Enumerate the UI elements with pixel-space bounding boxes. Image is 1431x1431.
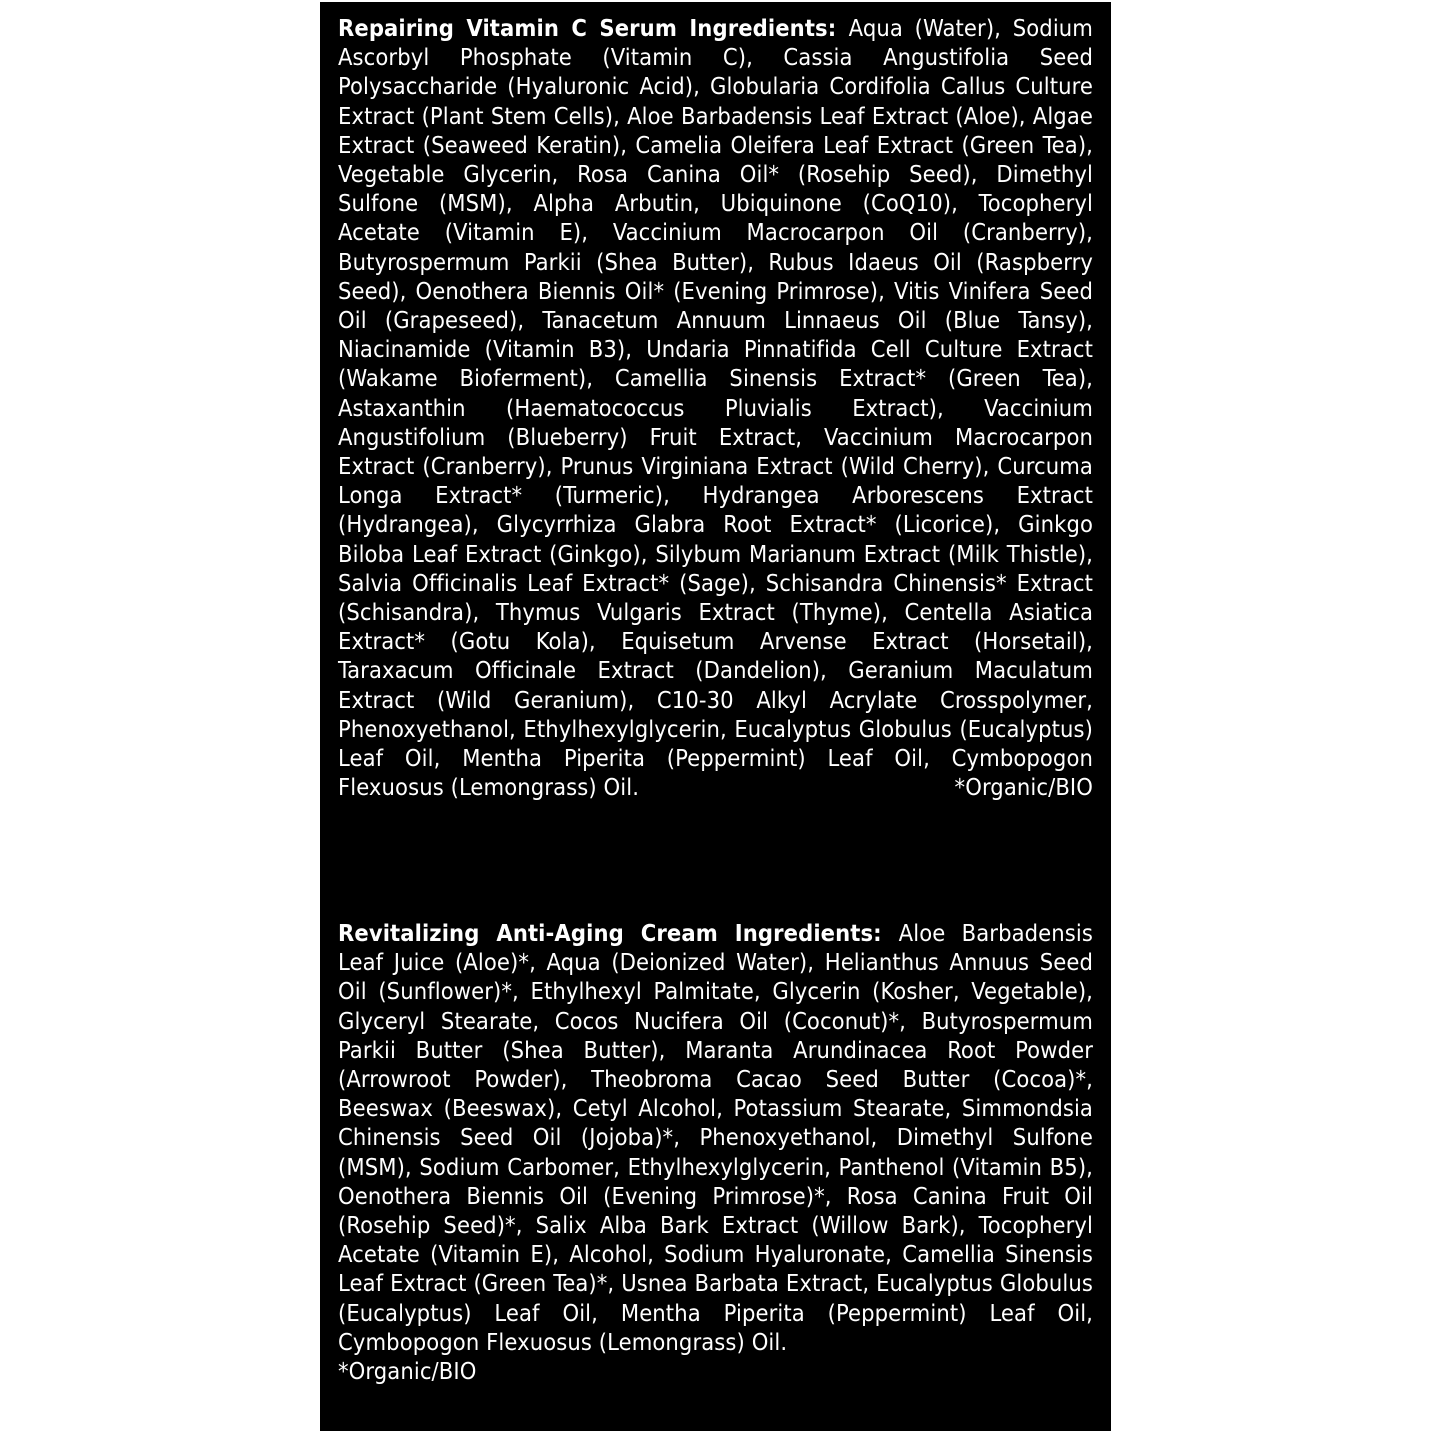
cream-ingredients-heading: Revitalizing Anti-Aging Cream Ingredients: xyxy=(338,919,899,947)
serum-organic-note: *Organic/BIO xyxy=(954,773,1093,802)
serum-ingredients-list: Aqua (Water), Sodium Ascorbyl Phosphate (Vitamin C), Cassia Angustifolia Seed Polysaccharide (Hyaluronic Acid), Globularia Cordifolia Callus Culture Extract (Plant Stem Cells), Aloe Barbadensis Leaf Extract (Aloe), Algae Extract (Seaweed Keratin), Camelia Oleifera Leaf Extract (Green Tea), Vegetable Glycerin, Rosa Canina Oil* (Rosehip Seed), Dimethyl Sulfone (MSM), Alpha Arbutin, Ubiquinone (CoQ10), Tocopheryl Acetate (Vitamin E), Vaccinium Macrocarpon Oil (Cranberry), Butyrospermum Parkii (Shea Butter), Rubus Idaeus Oil (Raspberry Seed), Oenothera Biennis Oil* (Evening Primrose), Vitis Vinifera Seed Oil (Grapeseed), Tanacetum Annuum Linnaeus Oil (Blue Tansy), Niacinamide (Vitamin B3), Undaria Pinnatifida Cell Culture Extract (Wakame Bioferment), Camellia Sinensis Extract* (Green Tea), Astaxanthin (Haematococcus Pluvialis Extract), Vaccinium Angustifolium (Blueberry) Fruit Extract, Vaccinium Macrocarpon Extract (Cranberry), Prunus Virginiana Extract (Wild Cherry), Curcuma Longa Extract* (Turmeric), Hydrangea Arborescens Extract (Hydrangea), Glycyrrhiza Glabra Root Extract* (Licorice), Ginkgo Biloba Leaf Extract (Ginkgo), Silybum Marianum Extract (Milk Thistle), Salvia Officinalis Leaf Extract* (Sage), Schisandra Chinensis* Extract (Schisandra), Thymus Vulgaris Extract (Thyme), Centella Asiatica Extract* (Gotu Kola), Equisetum Arvense Extract (Horsetail), Taraxacum Officinale Extract (Dandelion), Geranium Maculatum Extract (Wild Geranium), C10-30 Alkyl Acrylate Crosspolymer, Phenoxyethanol, Ethylhexylglycerin, Eucalyptus Globulus (Eucalyptus) Leaf Oil, Mentha Piperita (Peppermint) Leaf Oil, Cymbopogon Flexuosus (Lemongrass) Oil. xyxy=(338,14,1093,802)
cream-ingredients-list: Aloe Barbadensis Leaf Juice (Aloe)*, Aqua (Deionized Water), Helianthus Annuus Seed Oil (Sunflower)*, Ethylhexyl Palmitate, Glycerin (Kosher, Vegetable), Glyceryl Stearate, Cocos Nucifera Oil (Coconut)*, Butyrospermum Parkii Butter (Shea Butter), Maranta Arundinacea Root Powder (Arrowroot Powder), Theobroma Cacao Seed Butter (Cocoa)*, Beeswax (Beeswax), Cetyl Alcohol, Potassium Stearate, Simmondsia Chinensis Seed Oil (Jojoba)*, Phenoxyethanol, Dimethyl Sulfone (MSM), Sodium Carbomer, Ethylhexylglycerin, Panthenol (Vitamin B5), Oenothera Biennis Oil (Evening Primrose)*, Rosa Canina Fruit Oil (Rosehip Seed)*, Salix Alba Bark Extract (Willow Bark), Tocopheryl Acetate (Vitamin E), Alcohol, Sodium Hyaluronate, Camellia Sinensis Leaf Extract (Green Tea)*, Usnea Barbata Extract, Eucalyptus Globulus (Eucalyptus) Leaf Oil, Mentha Piperita (Peppermint) Leaf Oil, Cymbopogon Flexuosus (Lemongrass) Oil. xyxy=(338,919,1093,1356)
cream-organic-note: *Organic/BIO xyxy=(338,1357,477,1386)
cream-ingredients-block xyxy=(338,919,1093,1386)
ingredients-panel xyxy=(320,2,1111,1431)
serum-ingredients-block xyxy=(338,14,1093,872)
serum-ingredients-heading: Repairing Vitamin C Serum Ingredients: xyxy=(338,14,849,42)
